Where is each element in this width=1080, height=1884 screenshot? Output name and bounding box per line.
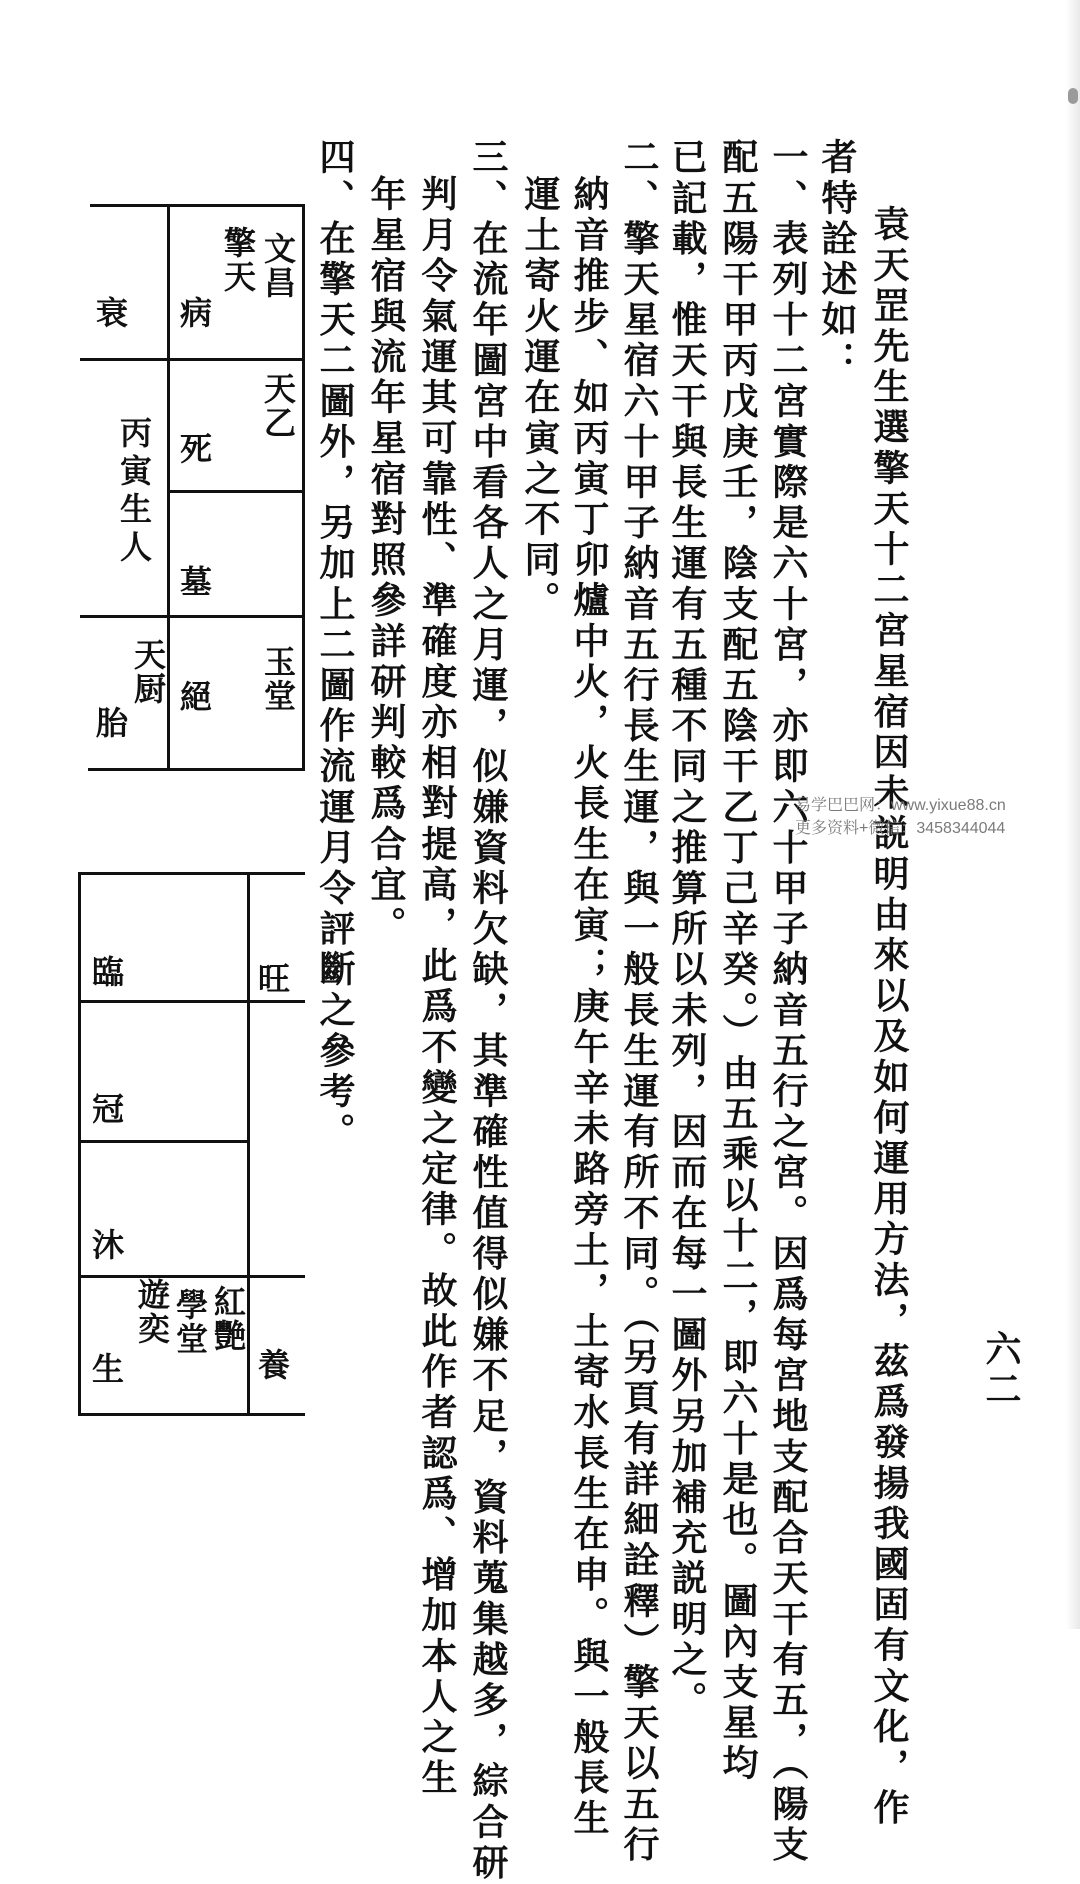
stage-label: 胎 bbox=[91, 706, 129, 740]
star-label: 學堂 bbox=[171, 1288, 209, 1356]
page-edge-shadow bbox=[1066, 0, 1080, 1629]
chart-line bbox=[78, 1275, 305, 1278]
chart-line bbox=[88, 768, 305, 771]
stage-label: 生 bbox=[87, 1352, 125, 1386]
stage-label: 絕 bbox=[175, 680, 213, 714]
chart-line bbox=[78, 872, 305, 875]
star-label: 天乙 bbox=[259, 372, 297, 440]
chart-line bbox=[302, 204, 305, 771]
chart-line bbox=[78, 1413, 305, 1416]
text-column-5: 已記載，惟天干與長生運有五種不同之推算所以未列，因而在每一圖外另加補充説明之。 bbox=[666, 138, 708, 1722]
text-column-9: 三、在流年圖宮中看各人之月運，似嫌資料欠缺，其準確性值得似嫌不足，資料蒐集越多，綜合研 bbox=[467, 138, 509, 1884]
chart-line bbox=[80, 615, 305, 618]
chart-line bbox=[78, 1140, 250, 1143]
text-column-10: 判月令氣運其可靠性、準確度亦相對提高，此爲不變之定律。故此作者認爲、增加本人之生 bbox=[416, 175, 458, 1799]
star-label: 遊奕 bbox=[133, 1278, 171, 1346]
chart-line bbox=[90, 204, 305, 207]
stage-label: 衰 bbox=[91, 296, 129, 330]
stage-label: 沐 bbox=[87, 1228, 125, 1262]
star-label: 玉堂 bbox=[259, 645, 297, 713]
stage-label: 病 bbox=[175, 296, 213, 330]
chart-line bbox=[78, 1000, 305, 1003]
chart-line bbox=[247, 872, 250, 1416]
stage-label: 死 bbox=[175, 432, 213, 466]
text-column-7: 納音推步、如丙寅丁卯爐中火，火長生在寅；庚午辛未路旁土，土寄水長生在申。與一般長生 bbox=[568, 175, 610, 1840]
chart-line bbox=[80, 358, 305, 361]
stage-label: 冠 bbox=[87, 1092, 125, 1126]
text-column-11: 年星宿與流年星宿對照參詳研判較爲合宜。 bbox=[365, 175, 407, 947]
stage-label: 旺 bbox=[253, 962, 291, 996]
watermark-line-1: 易学巴巴网：www.yixue88.cn bbox=[795, 797, 1006, 814]
chart-center-label: 丙寅生人 bbox=[115, 416, 153, 568]
text-column-2: 者特詮述如： bbox=[816, 138, 858, 382]
text-column-12: 四、在擎天二圖外，另加上二圖作流運月令評斷之參考。 bbox=[314, 138, 356, 1153]
watermark-line-2: 更多资料+微信：3458344044 bbox=[795, 820, 1006, 837]
text-column-1: 袁天罡先生選擎天十二宮星宿因未説明由來以及如何運用方法，茲爲發揚我國固有文化，作 bbox=[868, 205, 910, 1829]
star-label: 紅艷 bbox=[209, 1285, 247, 1353]
chart-line bbox=[78, 872, 81, 1416]
stage-label: 墓 bbox=[175, 565, 213, 599]
chart-line bbox=[167, 204, 170, 771]
scroll-indicator bbox=[1068, 88, 1078, 104]
text-column-3: 一、表列十二宮實際是六十宮，亦即六十甲子納音五行之宮。因爲每宮地支配合天干有五，（陽支 bbox=[767, 138, 809, 1866]
text-column-4: 配五陽干甲丙戊庚壬，陰支配五陰干乙丁己辛癸。）由五乘以十二，即六十是也。圖內支星均 bbox=[717, 138, 759, 1785]
chart-line bbox=[170, 490, 305, 493]
text-column-6: 二、擎天星宿六十甲子納音五行長生運，與一般長生運有所不同。（另頁有詳細詮釋）擎天以五行 bbox=[618, 138, 660, 1866]
page-number: 六二 bbox=[980, 1330, 1022, 1410]
star-label: 擎天 bbox=[219, 226, 257, 294]
stage-label: 養 bbox=[253, 1348, 291, 1382]
star-label: 文昌 bbox=[259, 232, 297, 300]
stage-label: 臨 bbox=[87, 955, 125, 989]
star-label: 天厨 bbox=[129, 638, 167, 706]
text-column-8: 運土寄火運在寅之不同。 bbox=[519, 175, 561, 622]
